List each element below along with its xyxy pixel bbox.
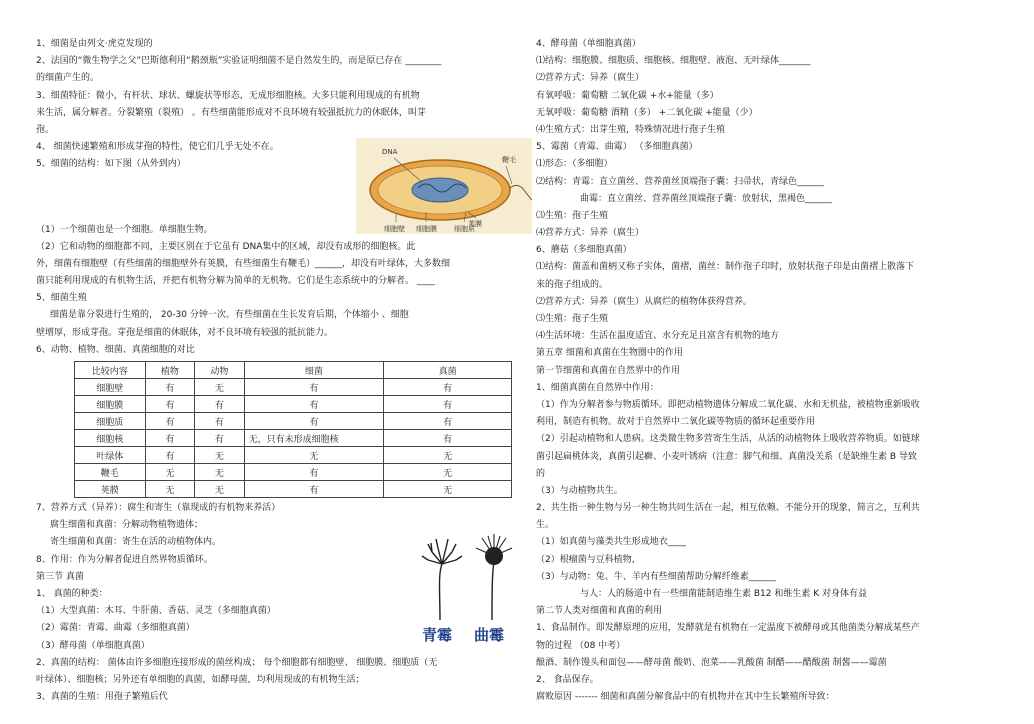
text-line: 外，细菌有细胞壁（有些细菌的细胞壁外有荚膜，有些细菌生有鞭毛）______，却没有叶绿体，大多数细: [36, 258, 451, 269]
table-cell: 有: [384, 396, 512, 413]
text-line: 腐败原因 ------- 细菌和真菌分解食品中的有机物并在其中生长繁殖所导致：: [536, 692, 835, 703]
table-cell: 无: [195, 464, 245, 481]
table-header-cell: 动物: [195, 362, 245, 379]
text-line: 第三节 真菌: [36, 571, 84, 582]
text-line: 第二节人类对细菌和真菌的利用: [536, 606, 663, 617]
text-line: （3）酵母菌（单细胞真菌）: [36, 640, 150, 651]
text-line: 2、共生指一种生物与另一种生物共同生活在一起，相互依赖、不能分开的现象，简言之，互利共: [536, 503, 920, 514]
text-line: （2）霉菌：青霉、曲霉（多细胞真菌）: [36, 623, 195, 634]
table-cell: 细胞核: [75, 430, 146, 447]
text-line: 5、细菌生殖: [36, 293, 87, 304]
text-line: 2、 食品保存。: [536, 674, 599, 685]
text-line: 4、 细菌快速繁殖和形成芽孢的特性，使它们几乎无处不在。: [36, 142, 279, 153]
flagellum-label: 鞭毛: [502, 156, 516, 164]
text-line: ⑴形态：（多细胞）: [536, 159, 613, 170]
text-line: （1）一个细菌也是一个细胞。单细胞生物。: [36, 224, 213, 235]
text-line: ⑶生殖：孢子生殖: [536, 210, 609, 221]
table-cell: 无: [384, 464, 512, 481]
text-line: 1、细菌是由列文·虎克发现的: [36, 39, 153, 49]
text-line: 叶绿体）、细胞核；另外还有单细胞的真菌，如酵母菌，均利用现成的有机物生活；: [36, 674, 365, 685]
dna-label: DNA: [382, 148, 398, 156]
cell-comparison-table: [74, 361, 512, 498]
text-line: ⑷营养方式：异养（腐生）: [536, 228, 645, 239]
table-cell: 有: [195, 396, 245, 413]
table-cell: 无: [384, 447, 512, 464]
text-line: 7、营养方式（异养）：腐生和寄生（靠现成的有机物来养活）: [36, 503, 281, 513]
text-line: （3）与动植物共生。: [536, 485, 623, 496]
text-line: 物的过程 （08 中考）: [536, 640, 626, 651]
text-line: 6、蘑菇（多细胞真菌）: [536, 245, 632, 256]
text-line: 5、霉菌（青霉、曲霉） （多细胞真菌）: [536, 142, 698, 153]
table-cell: 有: [244, 379, 384, 396]
table-cell: 荚膜: [75, 481, 146, 498]
text-line: （1）大型真菌：木耳、牛肝菌、香菇、灵芝（多细胞真菌）: [36, 606, 276, 617]
table-cell: 有: [384, 413, 512, 430]
text-line: 8、作用：作为分解者促进自然界物质循环。: [36, 554, 213, 565]
text-line: 1、食品制作。即发酵原理的应用，发酵就是有机物在一定温度下被酵母或其他菌类分解成某些产: [536, 623, 920, 634]
text-line: ⑵结构：青霉：直立菌丝、营养菌丝顶端孢子囊：扫帚状，青绿色______: [536, 176, 825, 187]
text-line: 腐生细菌和真菌：分解动物植物遗体；: [50, 520, 204, 531]
text-line: （1）作为分解者参与物质循环。即把动植物遗体分解成二氧化碳、水和无机盐，被植物重新吸收: [536, 399, 920, 410]
cell-membrane-label: 细胞膜: [416, 225, 437, 233]
text-line: 1、细菌真菌在自然界中作用：: [536, 382, 659, 393]
table-cell: 有: [384, 430, 512, 447]
table-cell: 有: [244, 396, 384, 413]
table-row: [75, 464, 512, 481]
text-line: 2、真菌的结构： 菌体由许多细胞连接形成的菌丝构成； 每个细胞都有细胞壁、 细胞膜、细胞质（无: [36, 657, 438, 668]
table-cell: 有: [244, 413, 384, 430]
text-line: （3）与动物：兔、牛、羊内有些细菌帮助分解纤维素______: [536, 571, 776, 582]
table-cell: 无: [195, 481, 245, 498]
text-line: 曲霉：直立菌丝、营养菌丝顶端孢子囊：放射状，黑褐色______: [580, 193, 833, 204]
table-row: [75, 481, 512, 498]
table-cell: 细胞壁: [75, 379, 146, 396]
text-line: 来生活，属分解者。分裂繁殖（裂殖） 。有些细菌能形成对不良环境有较强抵抗力的休眠体，叫芽: [36, 107, 426, 118]
left-mid-lines: [36, 222, 512, 360]
text-line: 孢。: [36, 124, 55, 135]
text-line: 3、细菌特征：微小，有杆状、球状、螺旋状等形态，无成形细胞核。大多只能利用现成的有机物: [36, 90, 420, 101]
text-line: 菌引起扁桃体炎，真菌引起癣、小麦叶锈病（注意：脚气和细、真菌没关系（是缺维生素 B 导致: [536, 451, 917, 462]
text-line: 生。: [536, 520, 555, 531]
table-cell: 无: [145, 464, 195, 481]
table-cell: 无: [244, 447, 384, 464]
text-line: 3、真菌的生殖：用孢子繁殖后代: [36, 692, 168, 703]
text-line: 与人：人的肠道中有一些细菌能制造维生素 B12 和维生素 K 对身体有益: [580, 589, 867, 599]
table-cell: 鞭毛: [75, 464, 146, 481]
text-line: 的: [536, 468, 546, 479]
table-cell: 有: [244, 464, 384, 481]
table-cell: 无: [384, 481, 512, 498]
right-column: [536, 36, 1000, 706]
text-line: 第五章 细菌和真菌在生物圈中的作用: [536, 348, 683, 359]
mold-label-penicillium: 青霉: [422, 626, 453, 644]
table-cell: 无: [195, 447, 245, 464]
capsule-label: 荚膜: [468, 220, 482, 228]
table-cell: 细胞质: [75, 413, 146, 430]
table-cell: 有: [244, 481, 384, 498]
table-cell: 有: [195, 413, 245, 430]
table-cell: 有: [145, 396, 195, 413]
table-cell: 有: [145, 430, 195, 447]
table-row: [75, 447, 512, 464]
table-cell: 有: [145, 413, 195, 430]
table-row: [75, 379, 512, 396]
text-line: （2）根瘤菌与豆科植物，: [536, 554, 641, 565]
table-row: [75, 430, 512, 447]
text-line: 2、法国的“微生物学之父”巴斯德利用“鹅颈瓶”实验证明细菌不是自然发生的，而是原已存在 ________: [36, 56, 442, 67]
text-line: 4、酵母菌（单细胞真菌）: [536, 39, 641, 49]
table-cell: 有: [384, 379, 512, 396]
cell-wall-label: 细胞壁: [384, 225, 405, 233]
text-line: 的细菌产生的。: [36, 73, 100, 84]
text-line: ⑷生殖方式：出芽生殖，特殊情况进行孢子生殖: [536, 124, 726, 135]
table-header-cell: 植物: [145, 362, 195, 379]
text-line: 6、动物、植物、细菌、真菌细胞的对比: [36, 344, 195, 355]
text-line: ⑴结构：菌盖和菌柄又称子实体，菌褶，菌丝：制作孢子印时，放射状孢子印是由菌褶上散落下: [536, 262, 915, 273]
table-header-row: [75, 362, 512, 379]
text-line: （2）引起动植物和人患病。这类微生物多营寄生生活，从活的动植物体上吸收营养物质。如链球: [536, 434, 920, 445]
table-cell: 叶绿体: [75, 447, 146, 464]
table-header-cell: 比较内容: [75, 362, 146, 379]
text-line: 有氧呼吸：葡萄糖 二氧化碳 +水+能量（多）: [536, 90, 719, 101]
text-line: （2）它和动物的细胞都不同，主要区别在于它虽有 DNA集中的区域，却没有成形的细胞核。此: [36, 241, 416, 252]
text-line: ⑶生殖：孢子生殖: [536, 314, 609, 324]
table-header-cell: 真菌: [384, 362, 512, 379]
text-line: 5、细菌的结构：如下图（从外到内）: [36, 159, 186, 170]
text-line: 细菌是靠分裂进行生殖的， 20-30 分钟一次。有些细菌在生长发育后期，个体缩小 、细胞: [50, 310, 409, 321]
text-line: 利用，制造有机物。故对于自然界中二氧化碳等物质的循环起重要作用: [536, 417, 816, 428]
text-line: 菌只能利用现成的有机物生活，并把有机物分解为简单的无机物。它们是生态系统中的分解者。 ____: [36, 276, 435, 287]
table-row: [75, 413, 512, 430]
text-line: 来的孢子组成的。: [536, 279, 609, 290]
text-line: 无氧呼吸：葡萄糖 酒精（多） +二氧化碳 +能量（少）: [536, 107, 758, 118]
mold-label-aspergillus: 曲霉: [474, 626, 505, 644]
table-cell: 有: [145, 447, 195, 464]
text-line: 第一节细菌和真菌在自然界中的作用: [536, 365, 681, 376]
text-line: （1）如真菌与藻类共生形成地衣____: [536, 537, 686, 548]
text-line: 酿酒、制作馒头和面包——酵母菌 酸奶、泡菜——乳酸菌 制醋——醋酸菌 制酱——霉菌: [536, 657, 887, 668]
table-row: [75, 396, 512, 413]
text-line: ⑷生活环境：生活在温度适宜、水分充足且富含有机物的地方: [536, 331, 780, 342]
text-line: ⑵营养方式：异养（腐生）: [536, 73, 645, 84]
text-line: ⑵营养方式：异养（腐生）从腐烂的植物体获得营养。: [536, 296, 753, 307]
table-cell: 有: [195, 430, 245, 447]
table-header-cell: 细菌: [244, 362, 384, 379]
cytoplasm-label: 细胞质: [454, 225, 475, 233]
table-cell: 无，只有未形成细胞核: [244, 430, 384, 447]
text-line: 壁增厚，形成芽孢。芽孢是细菌的休眠体，对不良环境有较强的抵抗能力。: [36, 327, 334, 338]
table-cell: 有: [145, 379, 195, 396]
table-cell: 无: [145, 481, 195, 498]
bacteria-structure-figure: [356, 138, 532, 234]
mold-figure: [416, 534, 524, 646]
table-cell: 无: [195, 379, 245, 396]
text-line: ⑴结构：细胞膜、细胞质、细胞核、细胞壁、液泡、无叶绿体_______: [536, 56, 811, 67]
text-line: 1、 真菌的种类：: [36, 588, 108, 599]
table-cell: 细胞膜: [75, 396, 146, 413]
text-line: 寄生细菌和真菌：寄生在活的动植物体内。: [50, 537, 222, 548]
